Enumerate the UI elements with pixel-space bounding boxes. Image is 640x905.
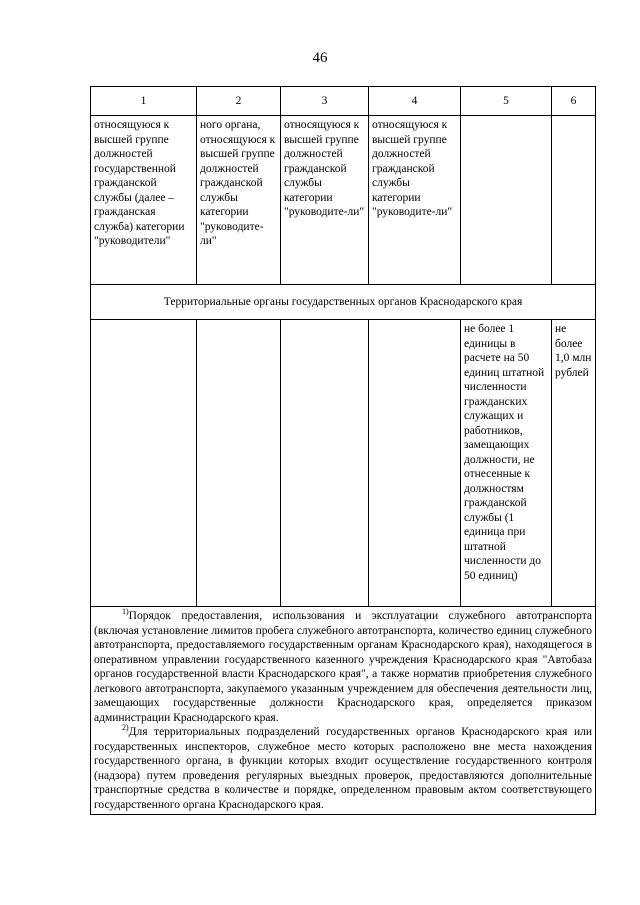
vehicle-norms-table	[90, 86, 596, 815]
row1-cell-6	[552, 116, 596, 285]
row1-cell-5	[461, 116, 552, 285]
header-cell-6: 6	[552, 87, 596, 116]
row3-cell-2	[197, 320, 281, 607]
footnote-2	[94, 725, 592, 812]
row1-cell-3: относящуюся к высшей группе должностей гражданской службы категории "руководите-ли"	[281, 116, 369, 285]
footnote-2-text: Для территориальных подразделений государственных органов Краснодарского края или государственных инспекторов, служебное место которых расположено вне места нахождения государственного органа, в функции которых входит осуществление государственного контроля (надзора) путем проведения регулярных выездных проверок, предоставляются дополнительные транспортные средства в количестве и порядке, определенном правовым актом соответствующего государственного органа Краснодарского края.	[94, 726, 592, 811]
row3-cell-6: не более 1,0 млн рублей	[552, 320, 596, 607]
footnotes-row	[91, 607, 596, 815]
row1-cell-2: ного органа, относящуюся к высшей группе должностей гражданской службы категории "руководите-ли"	[197, 116, 281, 285]
footnote-1-text: Порядок предоставления, использования и эксплуатации служебного автотранспорта (включая установление лимитов пробега служебного автотранспорта, количество единиц служебного автотранспорта, предоставляемого государственным органам Краснодарского края), находящегося в оперативном управлении государственного казенного учреждения Краснодарского края "Автобаза органов государственной власти Краснодарского края", а также норматив приобретения служебного легкового автотранспорта, закупаемого указанным учреждением для обеспечения деятельности лиц, замещающих государственные должности Краснодарского края, определяется приказом администрации Краснодарского края.	[94, 610, 592, 724]
row3-cell-1	[91, 320, 197, 607]
header-cell-2: 2	[197, 87, 281, 116]
row1-cell-4: относящуюся к высшей группе должностей гражданской службы категории "руководите-ли"	[369, 116, 461, 285]
footnotes-cell	[91, 607, 596, 815]
table-row	[91, 320, 596, 607]
header-cell-5: 5	[461, 87, 552, 116]
header-cell-3: 3	[281, 87, 369, 116]
footnote-1-mark: 1)	[122, 607, 129, 617]
row3-cell-3	[281, 320, 369, 607]
header-cell-4: 4	[369, 87, 461, 116]
footnote-1	[94, 609, 592, 725]
header-cell-1: 1	[91, 87, 197, 116]
header-row	[91, 87, 596, 116]
row3-cell-5: не более 1 единицы в расчете на 50 единиц штатной численности гражданских служащих и работников, замещающих должности, не отнесенные к должностям гражданской службы (1 единица при штатной численности до 50 единиц)	[461, 320, 552, 607]
page-number: 46	[312, 50, 328, 66]
row3-cell-4	[369, 320, 461, 607]
section-row	[91, 285, 596, 320]
row1-cell-1: относящуюся к высшей группе должностей государственной гражданской службы (далее – гражданская служба) категории "руководители"	[91, 116, 197, 285]
footnote-2-mark: 2)	[122, 723, 129, 733]
table-row	[91, 116, 596, 285]
section-title: Территориальные органы государственных органов Краснодарского края	[91, 285, 596, 320]
